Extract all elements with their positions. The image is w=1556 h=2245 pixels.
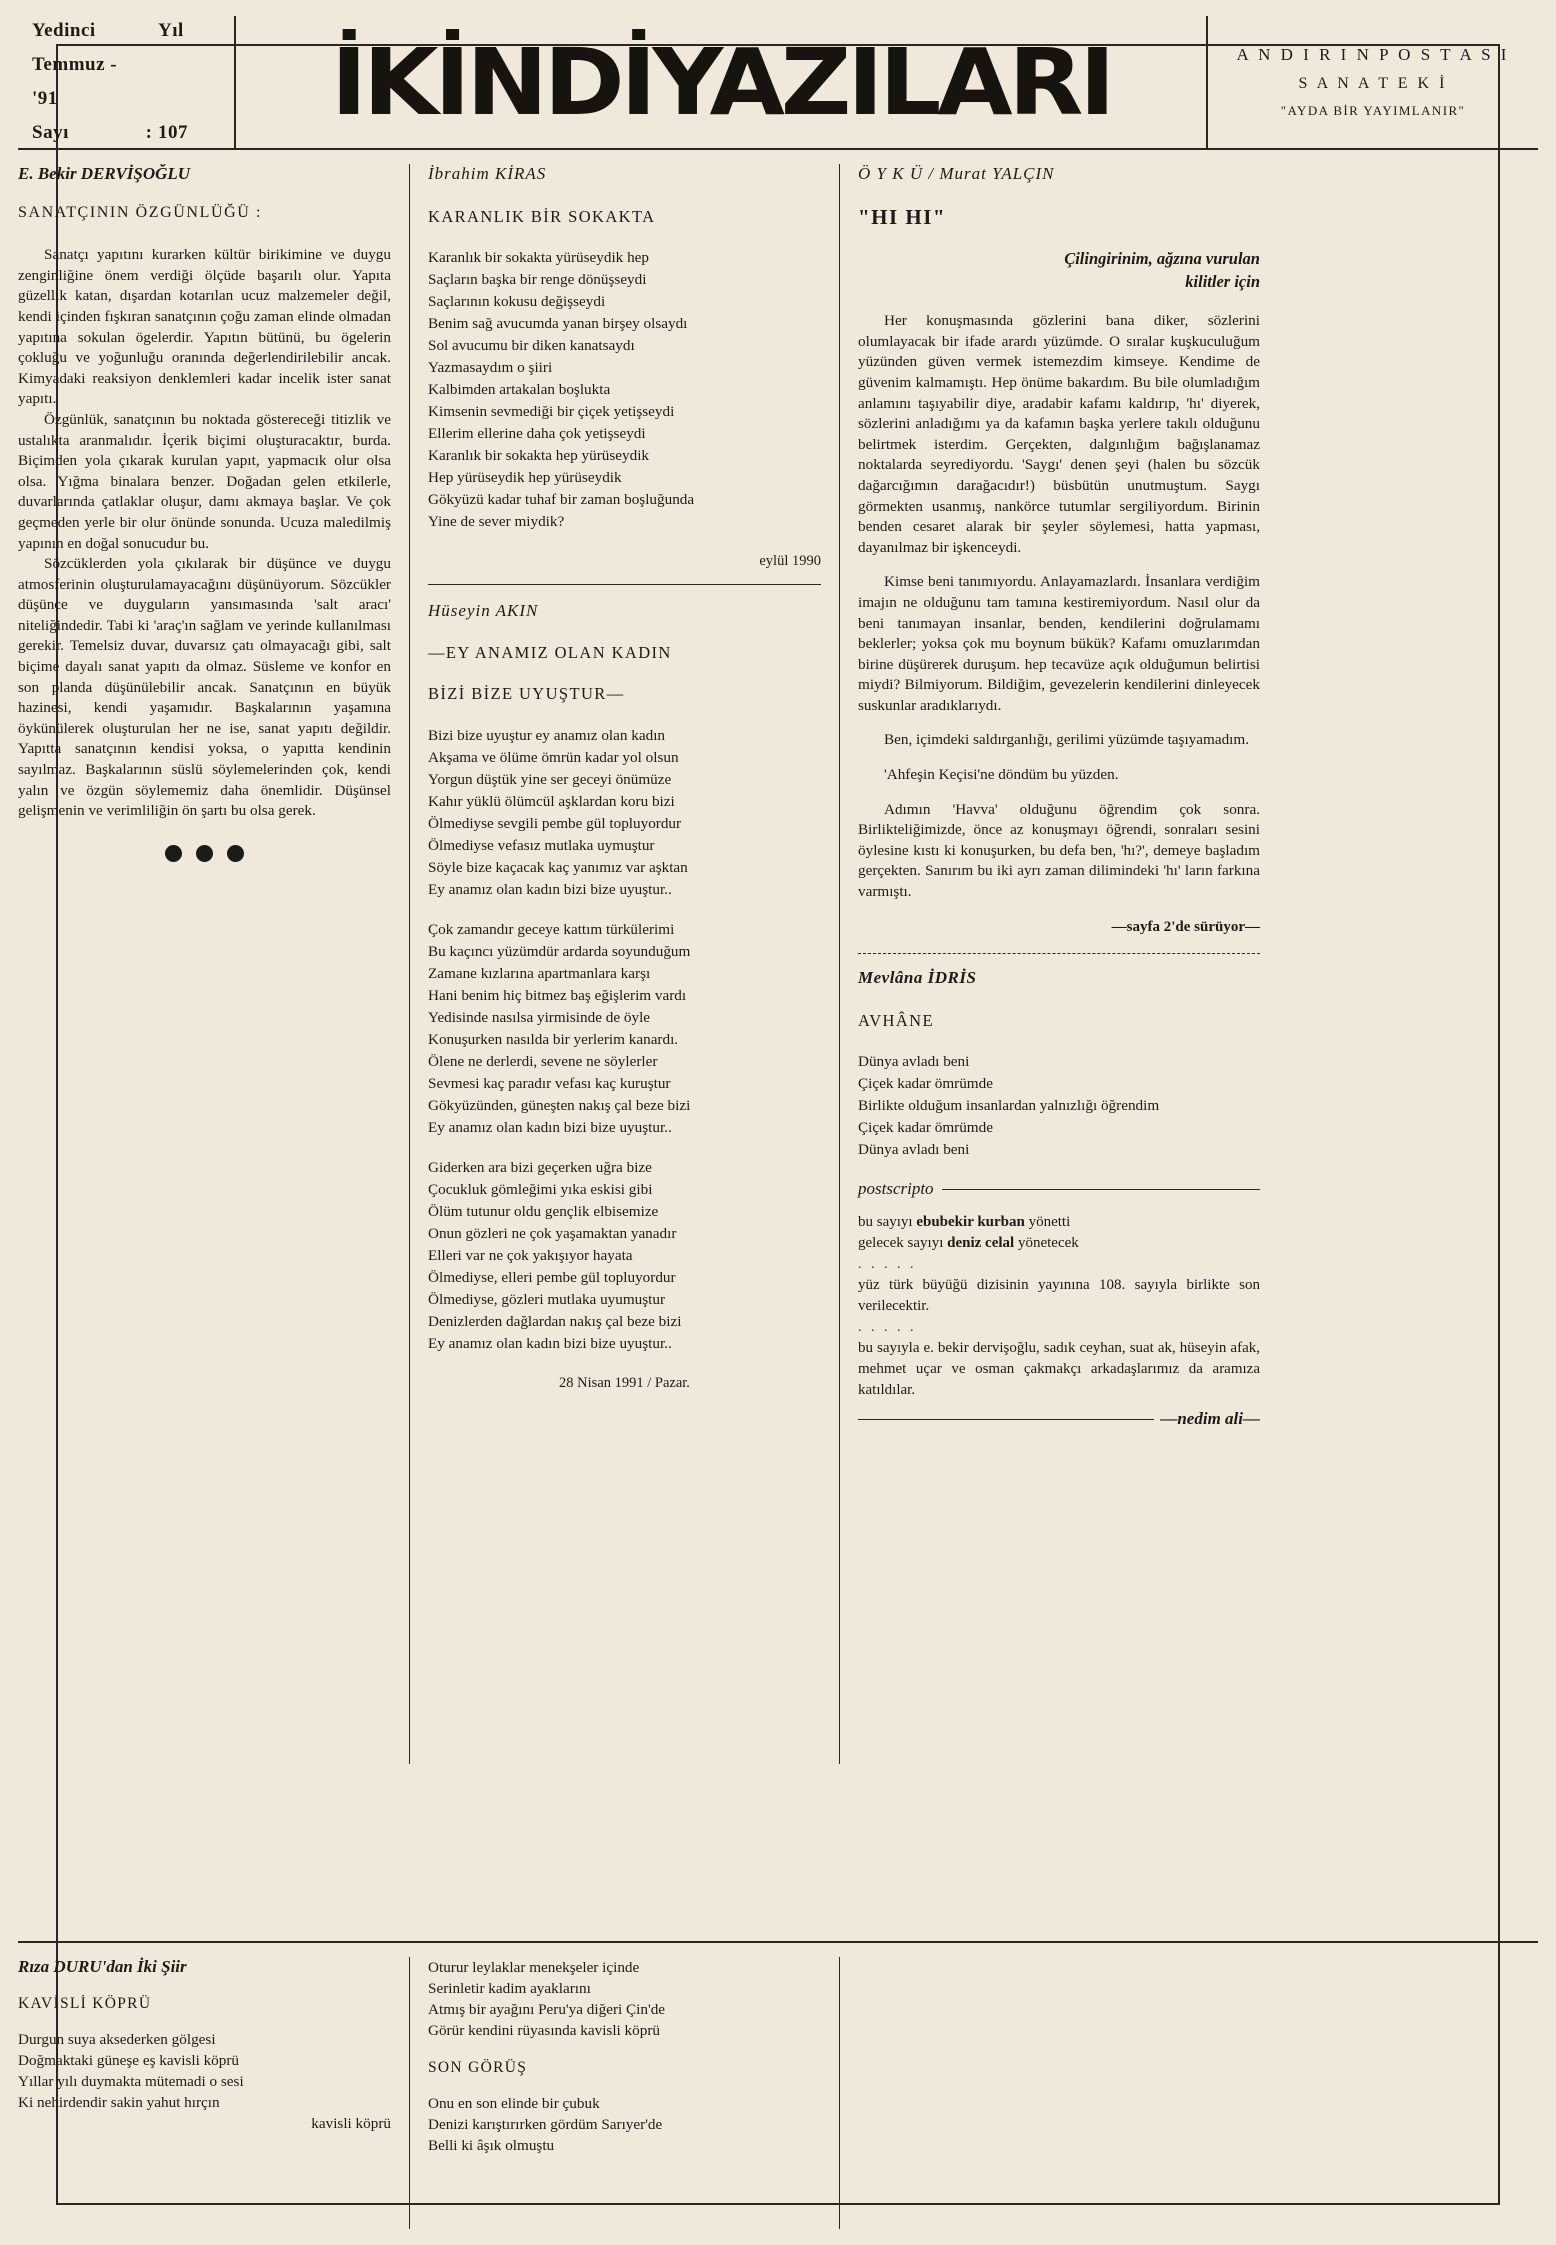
poem-line: Sol avucumu bir diken kanatsaydı — [428, 337, 635, 355]
masthead-issue-label: Sayı — [32, 122, 69, 143]
parent-publication-name: A N D I R I N P O S T A S I — [1236, 45, 1510, 64]
poem-line: Doğmaktaki güneşe eş kavisli köprü — [18, 2052, 240, 2069]
essay-title: SANATÇININ ÖZGÜNLÜĞÜ : — [18, 203, 263, 221]
bottom-column-mid — [410, 1957, 840, 2229]
poem-line: Yorgun düştük yine ser geceyi önümüze — [428, 770, 672, 788]
story-dedication-line2: kilitler için — [1185, 272, 1260, 292]
essay-author: E. Bekir DERVİŞOĞLU — [18, 164, 191, 183]
masthead-logo-area — [236, 16, 1208, 148]
story-body — [858, 311, 1260, 902]
poem-line: Ölmediyse vefasız mutlaka uymuştur — [428, 836, 655, 854]
story-paragraph: Her konuşmasında gözlerini bana diker, sözlerini olumlayacak bir ifade arardı yüzümde. O sıralar kuşkuculuğum yüzünden güven vermek istemezdim kimseye. Kendime de güvenim kalmamıştı. Hep önüme bakardım. Bu bile olumladığım anlamını taşıyabilir diye, aradabir kafamı kaldırıp, 'hı' diyerek, sözlerini anladığımı ya da kafamın başka yerlere takılı olduğunu belirtmek isterdim. Gerçekten, dalgınlığım bağışlanamaz noktalarda seyrediyordu. 'Saygı' denen şeyi (halen bu sözcük dağarcığımın darağacıdır!) büsbütün unutmuştum. Saygı görmekten usanmış, nankörce tutumlar sergiliyordum. Birinin benden cesaret alarak bir şeyler söylemesi, hatta yapması, dayanılmaz bir işkenceydi. — [858, 312, 1260, 556]
section-divider — [858, 953, 1260, 954]
poem1-verse — [428, 247, 821, 533]
poem-line: Çocukluk gömleğimi yıka eskisi gibi — [428, 1180, 653, 1198]
poem-line: Ki nehirdendir sakin yahut hırçın — [18, 2094, 220, 2111]
poem-line: Yedisinde nasılsa yirmisinde de öyle — [428, 1008, 651, 1026]
bottom-poem2-title: SON GÖRÜŞ — [428, 2059, 528, 2076]
column-divider-rule — [428, 584, 821, 585]
poem-line: Denizlerden dağlardan nakış çal beze bizi — [428, 1312, 682, 1330]
story-title: "HI HI" — [858, 204, 947, 229]
postscripto-rule — [942, 1189, 1260, 1190]
ps-separator-dots: . . . . . — [858, 1257, 917, 1272]
bottom-poem1-title: KAVİSLİ KÖPRÜ — [18, 1995, 152, 2012]
story-paragraph: 'Ahfeşin Keçisi'ne döndüm bu yüzden. — [884, 766, 1119, 784]
poem-line: Sevmesi kaç paradır vefası kaç kuruştur — [428, 1074, 671, 1092]
signature-rule — [858, 1419, 1154, 1420]
postscripto-item: bu sayıyla e. bekir dervişoğlu, sadık ceyhan, suat ak, hüseyin afak, mehmet uçar ve osman çakmakçı arkadaşlarımız da aramıza katıldılar. — [858, 1340, 1260, 1398]
poem2-author: Hüseyin AKIN — [428, 600, 539, 620]
postscripto-header — [858, 1179, 1260, 1200]
ps-separator-dots: . . . . . — [858, 1320, 917, 1335]
poem-line: Ey anamız olan kadın bizi bize uyuştur.. — [428, 880, 672, 898]
poem-line: Yıllar yılı duymakta mütemadi o sesi — [18, 2073, 244, 2090]
story-paragraph: Adımın 'Havva' olduğunu öğrendim çok sonra. Birlikteliğimizde, önce az konuşmayı öğrendi, sonraları sesini öylesine kıstı ki konuşurken, bu defa ben, 'hı?', demeye başladım gerçekten. Sanırım bu iki ayrı zaman dilimindeki 'hı' ların farkına varmıştı. — [858, 800, 1260, 901]
bottom-poems-header: Rıza DURU'dan İki Şiir — [18, 1957, 187, 1976]
poem-line: Bu kaçıncı yüzümdür ardarda soyunduğum — [428, 942, 691, 960]
poem-line: Denizi karıştırırken gördüm Sarıyer'de — [428, 2116, 663, 2133]
poem-line: Ölene ne derlerdi, sevene ne söylerler — [428, 1052, 658, 1070]
poem3-title: AVHÂNE — [858, 1010, 934, 1030]
section-end-ornament — [18, 844, 391, 865]
poem-line: Yazmasaydım o şiiri — [428, 359, 553, 377]
poem-line: Çok zamandır geceye kattım türkülerimi — [428, 920, 675, 938]
poem-line: Hep yürüseydik hep yürüseydik — [428, 469, 622, 487]
poem-line: Kalbimden artakalan boşlukta — [428, 381, 611, 399]
poem-line: Söyle bize kaçacak kaç yanımız var aşktan — [428, 858, 688, 876]
poem-line: Ölmediyse sevgili pembe gül topluyordur — [428, 814, 682, 832]
masthead-issue-sep: : — [145, 122, 153, 143]
poem-line: Kimsenin sevmediği bir çiçek yetişseydi — [428, 403, 675, 421]
poem-line: Ellerim ellerine daha çok yetişseydi — [428, 425, 646, 443]
ps-line1-pre: bu sayıyı — [858, 1214, 917, 1230]
poem-line: Atmış bir ayağını Peru'ya diğeri Çin'de — [428, 2001, 666, 2018]
postscripto-body — [858, 1212, 1260, 1401]
poem1-date: eylül 1990 — [759, 553, 821, 570]
poem2-title-line1: —EY ANAMIZ OLAN KADIN — [428, 643, 672, 663]
masthead-year-row — [32, 14, 234, 48]
masthead-supplement-info — [1208, 16, 1538, 148]
poem-line: Çiçek kadar ömrümde — [858, 1119, 993, 1137]
masthead-year-sep — [140, 14, 158, 48]
poem-line: Saçların başka bir renge dönüşseydi — [428, 271, 647, 289]
poem-line: Dünya avladı beni — [858, 1141, 970, 1159]
supplement-name: S A N A T E K İ — [1298, 75, 1448, 92]
ps-editor-next: deniz celal — [947, 1235, 1015, 1251]
poem-line: Görür kendini rüyasında kavisli köprü — [428, 2022, 660, 2039]
bottom-section — [18, 1941, 1538, 2229]
poem-line: kavisli köprü — [311, 2115, 391, 2132]
poem-line: Karanlık bir sokakta yürüseydik hep — [428, 249, 650, 267]
story-dedication-line1: Çilingirinim, ağzına vurulan — [1064, 249, 1260, 269]
bottom-poem1-verse-cont — [428, 1957, 821, 2041]
poem-line: Konuşurken nasılda bir yerlerim kanardı. — [428, 1030, 679, 1048]
poem-line: Birlikte olduğum insanlardan yalnızlığı öğrendim — [858, 1097, 1160, 1115]
poem-line: Serinletir kadim ayaklarını — [428, 1980, 591, 1997]
masthead-year-label: Yedinci — [32, 20, 96, 41]
poem-line: Giderken ara bizi geçerken uğra bize — [428, 1158, 652, 1176]
poem2-date: 28 Nisan 1991 / Pazar. — [559, 1374, 690, 1391]
ps-line2-pre: gelecek sayıyı — [858, 1235, 948, 1251]
masthead-issue-value: 107 — [158, 122, 188, 143]
poem-line: Oturur leylaklar menekşeler içinde — [428, 1959, 640, 1976]
poem-line: Hani benim hiç bitmez baş eğişlerim vardı — [428, 986, 687, 1004]
postscripto-item: yüz türk büyüğü dizisinin yayınına 108. sayıyla birlikte son verilecektir. — [858, 1277, 1260, 1314]
column-story — [840, 164, 1260, 1764]
poem-line: Karanlık bir sokakta hep yürüseydik — [428, 447, 650, 465]
poem-line: Dünya avladı beni — [858, 1053, 970, 1071]
poem-line: Durgun suya aksederken gölgesi — [18, 2031, 216, 2048]
poem-line: Bizi bize uyuştur ey anamız olan kadın — [428, 726, 666, 744]
poem-line: Onu en son elinde bir çubuk — [428, 2095, 600, 2112]
masthead-year-value: Yıl — [158, 20, 184, 41]
columns-container — [18, 164, 1538, 1764]
poem2-stanza-2 — [428, 919, 821, 1139]
poem1-author: İbrahim KİRAS — [428, 164, 547, 183]
poem-line: Ölüm tutunur oldu gençlik elbisemize — [428, 1202, 659, 1220]
poem-line: Ey anamız olan kadın bizi bize uyuştur.. — [428, 1334, 672, 1352]
poem1-title: KARANLIK BİR SOKAKTA — [428, 206, 656, 226]
essay-paragraph: Özgünlük, sanatçının bu noktada göstereceği titizlik ve ustalıkta aranmalıdır. İçerik biçimi oluşturacaktır, burda. Biçimden yola çıkarak kurulan yapıt, yapmacık olur olsa olsa. Yığma binalara benzer. Doğadan gelen etkilerle, duvarlarında çatlaklar oluşur, damı akmaya başlar. Ve çok geçmeden yerle bir olur önünde sonunda. Ucuza maledilmiş yapının en doğal sonucudur bu. — [18, 410, 391, 552]
poem2-stanza-1 — [428, 725, 821, 901]
masthead — [18, 16, 1538, 150]
poem-line: Kahır yüklü ölümcül aşklardan koru bizi — [428, 792, 675, 810]
story-dedication — [858, 247, 1260, 293]
essay-body — [18, 245, 391, 822]
bottom-column-right — [840, 1957, 1260, 2229]
story-paragraph: Kimse beni tanımıyordu. Anlayamazlardı. İnsanlara verdiğim imajın ne olduğunu tam tamına kestiremiyordum. Nasıl olur da beni tanımayan insanlar, benden, kendilerini doğrulamamı beklerler; yoksa çok mu boynum bükük? Kafamı omuzlarımdan birine düşürerek duruşum. hep tecavüze açık olduğumun belirtisi miydi? Bilmiyorum. Bildiğim, gevezelerin kendilerini dinleyecek suskunlar aradıklarıydı. — [858, 573, 1260, 714]
essay-paragraph: Sözcüklerden yola çıkılarak bir düşünce ve duygu atmosferinin oluşturulamayacağını düşünüyorum. Sözcükler düşünce ve duyguların yansımasında 'salt aracı' niteliğindedir. Tabi ki 'araç'ın sağlam ve yerinde kullanılması gerekir. Temelsiz duvar, duvarsız çatı olmayacağı gibi, salt biçime dayalı sanat yapıtı da olmaz. Süsleme ve konfor en son planda düşünülebilir ancak. Sanatçının en büyük hazinesi, kendi yaşamıdır. Başkalarının yaşamına öykünülerek oluşturulan her ne ise, sanat yapıtı değildir. Yapıtta sanatçının kendisi yoksa, o yapıtta kendinin sayılmaz. Başkalarının süslü söylemelerinden çok, kendi yalın ve özgün söylememiz daha önemlidir. Düşünsel gelişmenin ve verimliliğin ön şartı bu olsa gerek. — [18, 555, 391, 820]
bottom-column-left — [18, 1957, 410, 2229]
poem2-title-line2: BİZİ BİZE UYUŞTUR— — [428, 683, 625, 703]
publication-logo: İKİNDİYAZILARI — [330, 28, 1112, 136]
story-continuation-link[interactable]: —sayfa 2'de sürüyor— — [1111, 918, 1260, 935]
poem-line: Ölmediyse, elleri pembe gül topluyordur — [428, 1268, 676, 1286]
ps-line1-post: yönetti — [1024, 1214, 1071, 1230]
poem-line: Gökyüzü kadar tuhaf bir zaman boşluğunda — [428, 491, 695, 509]
poem-line: Akşama ve ölüme ömrün kadar yol olsun — [428, 748, 679, 766]
postscripto-item — [858, 1233, 1260, 1254]
masthead-date-row — [32, 48, 234, 116]
ps-editor-current: ebubekir kurban — [916, 1214, 1025, 1230]
poem-line: Benim sağ avucumda yanan birşey olsaydı — [428, 315, 688, 333]
bottom-poem1-verse — [18, 2029, 391, 2134]
poem-line: Ölmediyse, gözleri mutlaka uyumuştur — [428, 1290, 666, 1308]
poem2-stanza-3 — [428, 1157, 821, 1355]
column-essay — [18, 164, 410, 1764]
story-section-header: Ö Y K Ü / Murat YALÇIN — [858, 164, 1055, 183]
masthead-issue-row — [32, 116, 234, 150]
publication-frequency: "AYDA BİR YAYIMLANIR" — [1280, 103, 1466, 118]
postscripto-item — [858, 1212, 1260, 1233]
poem-line: Belli ki âşık olmuştu — [428, 2137, 555, 2154]
masthead-date-label: Temmuz - '91 — [32, 54, 118, 109]
story-paragraph: Ben, içimdeki saldırganlığı, gerilimi yüzümde taşıyamadım. — [884, 731, 1249, 749]
poem-line: Ey anamız olan kadın bizi bize uyuştur.. — [428, 1118, 672, 1136]
masthead-issue-box — [18, 16, 236, 148]
poem3-verse — [858, 1051, 1260, 1161]
poem-line: Gökyüzünden, güneşten nakış çal beze bizi — [428, 1096, 691, 1114]
postscripto-signature: —nedim ali— — [1160, 1409, 1260, 1428]
poem-line: Yine de sever miydik? — [428, 513, 565, 531]
poem-line: Zamane kızlarına apartmanlara karşı — [428, 964, 651, 982]
poem-line: Çiçek kadar ömrümde — [858, 1075, 993, 1093]
poem-line: Elleri var ne çok yakışıyor hayata — [428, 1246, 633, 1264]
ps-line2-post: yönetecek — [1014, 1235, 1079, 1251]
column-poetry — [410, 164, 840, 1764]
postscripto-signature-row — [858, 1409, 1260, 1430]
poem-line: Saçlarının kokusu değişseydi — [428, 293, 606, 311]
bottom-poem2-verse — [428, 2093, 821, 2156]
poem3-author: Mevlâna İDRİS — [858, 968, 977, 988]
postscripto-label: postscripto — [858, 1179, 934, 1199]
essay-paragraph: Sanatçı yapıtını kurarken kültür birikimine ve duygu zenginliğine önem verdiği ölçüde başarılı olur. Yapıta güzellik katan, dışardan kotarılan ucuz malzemeler değil, kendi içinden fışkıran sanatçının çoğu zaman elinde olmadan yapıtına sokulan ögelerdir. Yapıtın bütünü, bu ögelerin çokluğu ve yoğunluğu oranında değerlendirilebilir ancak. Kimyadaki reaksiyon denklemleri kadar incelik ister sanat yapıtı. — [18, 246, 391, 408]
poem-line: Onun gözleri ne çok yaşamaktan yanadır — [428, 1224, 677, 1242]
